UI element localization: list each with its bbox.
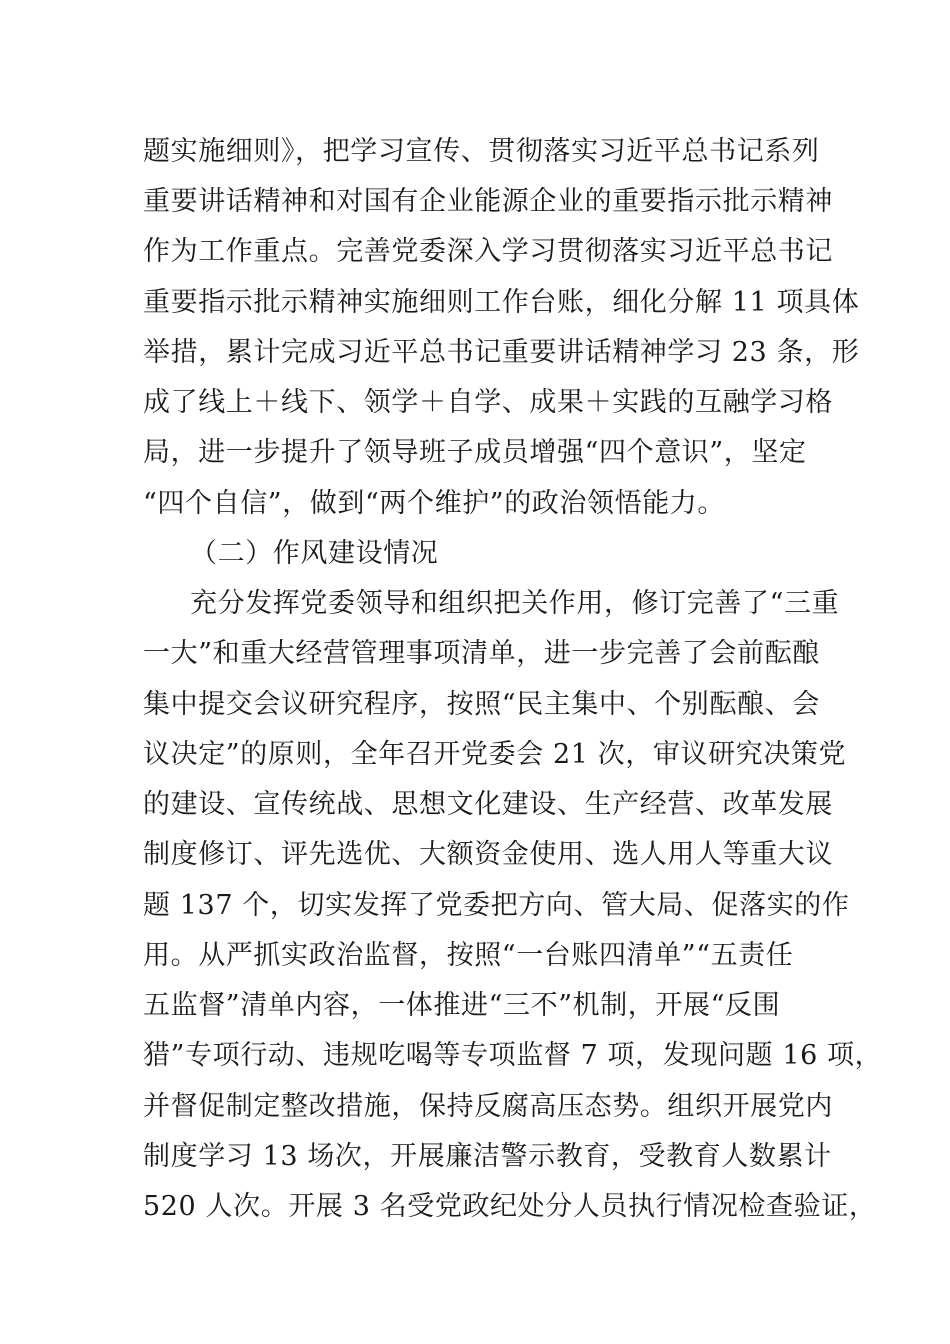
text-line: 猎”专项行动、违规吃喝等专项监督 7 项，发现问题 16 项， xyxy=(143,1040,883,1071)
text-line: 举措，累计完成习近平总书记重要讲话精神学习 23 条，形 xyxy=(143,337,860,368)
text-line: 作为工作重点。完善党委深入学习贯彻落实习近平总书记 xyxy=(143,236,833,267)
text-line: 成了线上＋线下、领学＋自学、成果＋实践的互融学习格 xyxy=(143,387,833,418)
text-line: 520 人次。开展 3 名受党政纪处分人员执行情况检查验证， xyxy=(143,1191,877,1222)
text-line: 并督促制定整改措施，保持反腐高压态势。组织开展党内 xyxy=(143,1091,833,1122)
text-line: 题 137 个，切实发挥了党委把方向、管大局、促落实的作 xyxy=(143,890,850,921)
text-line: 题实施细则》，把学习宣传、贯彻落实习近平总书记系列 xyxy=(143,136,820,167)
text-line: 用。从严抓实政治监督，按照“一台账四清单”“五责任 xyxy=(143,940,794,971)
text-line: 局，进一步提升了领导班子成员增强“四个意识”，坚定 xyxy=(143,437,807,468)
text-line: 重要指示批示精神实施细则工作台账，细化分解 11 项具体 xyxy=(143,287,860,318)
text-line: 五监督”清单内容，一体推进“三不”机制，开展“反围 xyxy=(143,990,781,1021)
text-line: “四个自信”，做到“两个维护”的政治领悟能力。 xyxy=(143,488,726,519)
text-line: 议决定”的原则，全年召开党委会 21 次，审议研究决策党 xyxy=(143,739,847,770)
section-heading: （二）作风建设情况 xyxy=(190,538,439,569)
text-line: 制度学习 13 场次，开展廉洁警示教育，受教育人数累计 xyxy=(143,1141,832,1172)
text-line: 的建设、宣传统战、思想文化建设、生产经营、改革发展 xyxy=(143,789,833,820)
text-line: 重要讲话精神和对国有企业能源企业的重要指示批示精神 xyxy=(143,186,833,217)
text-line: 一大”和重大经营管理事项清单，进一步完善了会前酝酿 xyxy=(143,638,820,669)
paragraph-first-line: 充分发挥党委领导和组织把关作用，修订完善了“三重 xyxy=(190,588,840,619)
text-line: 制度修订、评先选优、大额资金使用、选人用人等重大议 xyxy=(143,839,833,870)
text-line: 集中提交会议研究程序，按照“民主集中、个别酝酿、会 xyxy=(143,689,820,720)
